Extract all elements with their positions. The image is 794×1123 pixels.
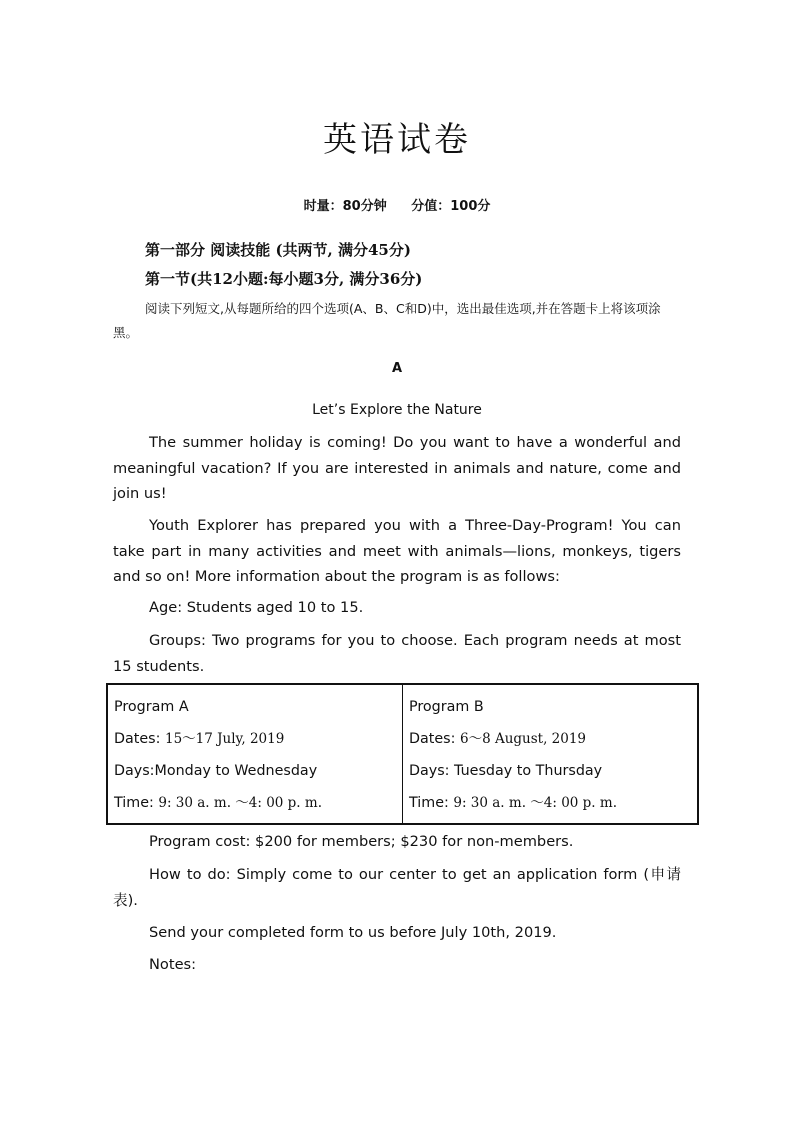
program-dates: Dates: 6～8 August, 2019 — [409, 731, 587, 747]
program-name: Program A — [114, 699, 189, 715]
program-a-cell — [107, 684, 403, 824]
exam-title: 英语试卷 — [323, 120, 471, 160]
passage-paragraph-2: Youth Explorer has prepared you with a Three-Day-Program! You can take part in many activities and meet with animals—lions, monkeys, tigers and so on! More information about the program is as follows: — [113, 517, 681, 585]
programs-table — [106, 683, 699, 825]
program-days: Days:Monday to Wednesday — [114, 763, 318, 779]
total-score: 分值：100分 — [411, 199, 491, 214]
age-line: Age: Students aged 10 to 15. — [149, 599, 364, 616]
program-b-cell — [403, 684, 699, 824]
passage-paragraph-1: The summer holiday is coming! Do you want to have a wonderful and meaningful vacation? If you are interested in animals and nature, come and join us! — [113, 434, 681, 502]
how-to-line: How to do: Simply come to our center to get an application form (申请表). — [113, 866, 681, 909]
program-time: Time: 9: 30 a. m. ～4: 00 p. m. — [114, 795, 322, 811]
send-line: Send your completed form to us before July 10th, 2019. — [149, 924, 557, 941]
notes-line: Notes: — [149, 956, 197, 973]
passage-label: A — [391, 361, 403, 376]
program-days: Days: Tuesday to Thursday — [409, 763, 603, 779]
program-name: Program B — [409, 699, 484, 715]
cost-line: Program cost: $200 for members; $230 for non-members. — [149, 833, 574, 850]
table-row — [107, 684, 698, 824]
section-heading: 第一节(共12小题:每小题3分, 满分36分) — [145, 270, 423, 288]
time-limit: 时量：80分钟 — [303, 199, 387, 214]
program-dates: Dates: 15～17 July, 2019 — [114, 731, 285, 747]
part-heading: 第一部分 阅读技能 (共两节, 满分45分) — [145, 241, 411, 259]
instructions: 阅读下列短文,从每题所给的四个选项(A、B、C和D)中，选出最佳选项,并在答题卡上将该项涂黑。 — [113, 301, 661, 340]
exam-meta — [0, 195, 794, 214]
program-time: Time: 9: 30 a. m. ～4: 00 p. m. — [409, 795, 617, 811]
passage-title: Let’s Explore the Nature — [312, 402, 482, 418]
groups-line: Groups: Two programs for you to choose. Each program needs at most 15 students. — [113, 632, 681, 675]
